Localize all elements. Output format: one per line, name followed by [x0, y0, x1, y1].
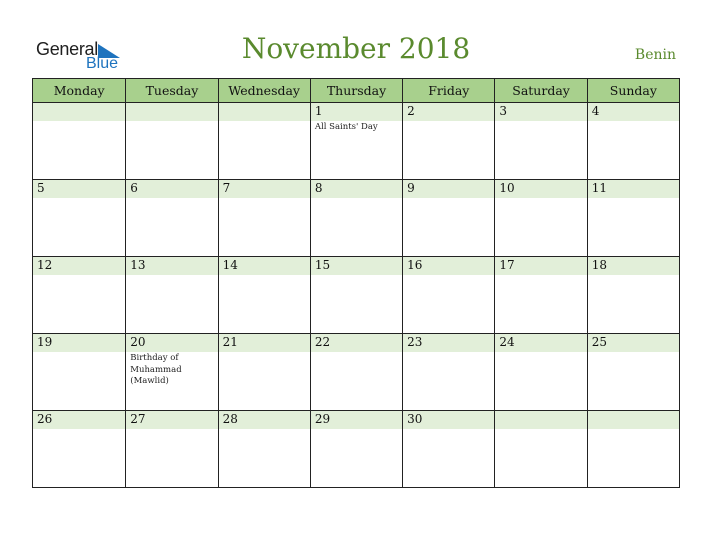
- day-header-band: [33, 180, 125, 198]
- day-header-band: [126, 103, 217, 121]
- weekday-monday: Monday: [53, 83, 105, 98]
- holiday-label: Birthday of Muhammad (Mawlid): [130, 353, 182, 386]
- weeks-container: [33, 103, 679, 487]
- day-number: 17: [499, 258, 515, 272]
- day-cell: [494, 180, 586, 256]
- day-number: 23: [407, 335, 423, 349]
- day-cell: [125, 103, 217, 179]
- week-row: [33, 103, 679, 180]
- day-cell: [402, 334, 494, 410]
- day-cell: [218, 180, 310, 256]
- day-header-band: [403, 103, 494, 121]
- page-title: November 2018: [241, 32, 471, 65]
- day-number: 24: [499, 335, 515, 349]
- day-header-band: [495, 411, 586, 429]
- day-cell: [125, 334, 217, 410]
- day-header-band: [588, 411, 679, 429]
- day-cell: [218, 411, 310, 487]
- day-cell: [402, 411, 494, 487]
- day-header-band: [219, 180, 310, 198]
- day-cell: [494, 257, 586, 333]
- day-cell: [310, 103, 402, 179]
- day-cell: [402, 257, 494, 333]
- day-header-band: [588, 103, 679, 121]
- weekday-header-row: [33, 79, 679, 103]
- day-number: 21: [222, 335, 238, 349]
- day-cell: [587, 411, 679, 487]
- day-number: 8: [314, 181, 323, 195]
- day-number: 19: [37, 335, 53, 349]
- day-number: 14: [222, 258, 238, 272]
- day-number: 9: [407, 181, 415, 195]
- day-cell: [218, 103, 310, 179]
- week-row: [33, 411, 679, 487]
- day-cell: [125, 180, 217, 256]
- week-row: [33, 334, 679, 411]
- day-number: 13: [130, 258, 146, 272]
- day-number: 28: [222, 412, 238, 426]
- day-header-band: [33, 103, 125, 121]
- day-number: 22: [314, 335, 331, 349]
- weekday-tuesday: Tuesday: [125, 79, 217, 102]
- day-cell: [310, 257, 402, 333]
- day-cell: [310, 334, 402, 410]
- day-cell: [33, 257, 125, 333]
- day-cell: [33, 180, 125, 256]
- day-cell: [402, 180, 494, 256]
- day-header-band: [311, 103, 402, 121]
- day-header-band: [219, 103, 310, 121]
- day-cell: [494, 103, 586, 179]
- day-header-band: [495, 103, 586, 121]
- day-number: 3: [499, 104, 508, 118]
- day-number: 30: [407, 412, 423, 426]
- day-number: 29: [314, 412, 331, 426]
- day-header-band: [311, 180, 402, 198]
- weekday-thursday: Thursday: [310, 79, 402, 102]
- week-row: [33, 180, 679, 257]
- day-number: 20: [130, 335, 146, 349]
- day-cell: [125, 411, 217, 487]
- day-cell: [587, 334, 679, 410]
- day-number: 18: [591, 258, 607, 272]
- day-cell: [33, 411, 125, 487]
- day-number: 2: [407, 104, 415, 118]
- day-cell: [125, 257, 217, 333]
- day-number: 25: [591, 335, 607, 349]
- day-number: 1: [314, 104, 323, 118]
- day-number: 27: [130, 412, 146, 426]
- day-cell: [310, 180, 402, 256]
- day-header-band: [126, 180, 217, 198]
- day-cell: [494, 411, 586, 487]
- day-number: 7: [222, 181, 231, 195]
- weekday-wednesday: Wednesday: [218, 79, 310, 102]
- day-number: 26: [37, 412, 53, 426]
- day-cell: [587, 103, 679, 179]
- logo-word-general: General: [36, 39, 98, 59]
- day-number: 5: [37, 181, 45, 195]
- day-cell: [218, 334, 310, 410]
- day-number: 4: [591, 104, 600, 118]
- calendar-grid: [32, 78, 680, 488]
- day-number: 6: [130, 181, 138, 195]
- week-row: [33, 257, 679, 334]
- day-number: 12: [37, 258, 53, 272]
- weekday-saturday: Saturday: [494, 79, 586, 102]
- day-cell: [587, 180, 679, 256]
- logo-word-blue: Blue: [86, 55, 119, 72]
- day-number: 11: [591, 181, 607, 195]
- day-number: 10: [499, 181, 515, 195]
- day-cell: [402, 103, 494, 179]
- day-number: 16: [407, 258, 423, 272]
- holiday-label: All Saints' Day: [314, 122, 378, 132]
- day-cell: [587, 257, 679, 333]
- day-number: 15: [314, 258, 331, 272]
- day-cell: [218, 257, 310, 333]
- weekday-friday: Friday: [402, 79, 494, 102]
- country-label: Benin: [634, 47, 676, 63]
- day-cell: [494, 334, 586, 410]
- day-cell: [33, 334, 125, 410]
- day-cell: [33, 103, 125, 179]
- day-header-band: [403, 180, 494, 198]
- weekday-sunday: Sunday: [587, 79, 679, 102]
- day-cell: [310, 411, 402, 487]
